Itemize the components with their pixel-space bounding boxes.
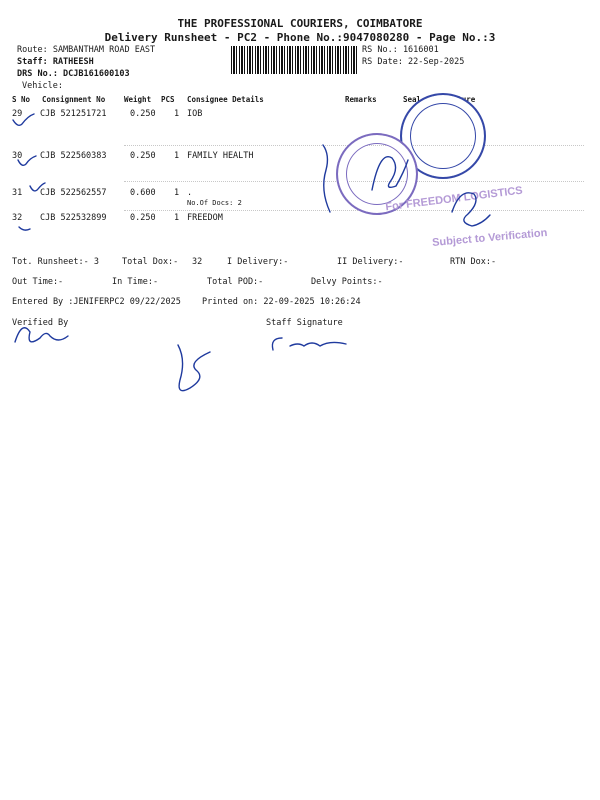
tick-mark	[18, 156, 36, 165]
vehicle-label: Vehicle:	[22, 81, 63, 91]
verified-by-label: Verified By	[12, 318, 69, 328]
i-delivery: I Delivery:-	[227, 257, 289, 267]
out-time: Out Time:-	[12, 277, 64, 287]
tick-mark	[19, 227, 30, 230]
row-consignee: FAMILY HEALTH	[187, 151, 254, 161]
row-pcs: 1	[174, 213, 180, 223]
signature-mark	[452, 193, 490, 226]
col-seal: Seal & Signature	[403, 95, 476, 104]
col-pcs: PCS	[161, 95, 175, 104]
row-sno: 32	[12, 213, 23, 223]
row-weight: 0.250	[130, 109, 156, 119]
col-consignee: Consignee Details	[187, 95, 264, 104]
signature-mark	[372, 157, 408, 190]
tick-mark	[30, 183, 45, 191]
in-time: In Time:-	[112, 277, 159, 287]
total-pod: Total POD:-	[207, 277, 264, 287]
staff-label: Staff: RATHEESH	[17, 57, 94, 67]
row-consignee: .	[187, 188, 193, 198]
row-weight: 0.600	[130, 188, 156, 198]
drs-number: DRS No.: DCJB161600103	[17, 69, 130, 79]
row-consignee: FREEDOM	[187, 213, 223, 223]
row-consignment: CJB 522560383	[40, 151, 107, 161]
tick-mark	[13, 114, 34, 125]
col-weight: Weight	[124, 95, 152, 104]
row-sno: 29	[12, 109, 23, 119]
staff-signature-label: Staff Signature	[266, 318, 343, 328]
route-label: Route: SAMBANTHAM ROAD EAST	[17, 45, 156, 55]
freedom-stamp: For FREEDOM LOGISTICS	[384, 184, 524, 214]
col-remarks: Remarks	[345, 95, 377, 104]
signature-mark	[178, 345, 210, 391]
printed-on: Printed on: 22-09-2025 10:26:24	[202, 297, 361, 307]
signature-mark	[15, 328, 68, 342]
runsheet-title: Delivery Runsheet - PC2 - Phone No.:9047080280 - Page No.:3	[104, 31, 496, 44]
row-sno: 31	[12, 188, 23, 198]
row-pcs: 1	[174, 188, 180, 198]
row-pcs: 1	[174, 109, 180, 119]
col-sno: S No	[12, 95, 31, 104]
row-consignment: CJB 522562557	[40, 188, 107, 198]
row-weight: 0.250	[130, 213, 156, 223]
col-consignment: Consignment No	[42, 95, 106, 104]
rs-date: RS Date: 22-Sep-2025	[362, 57, 465, 67]
row-note: No.Of Docs: 2	[187, 199, 242, 207]
bracket-mark	[323, 145, 330, 212]
company-title: THE PROFESSIONAL COURIERS, COIMBATORE	[177, 17, 423, 30]
row-pcs: 1	[174, 151, 180, 161]
rs-number: RS No.: 1616001	[362, 45, 439, 55]
delvy-points: Delvy Points:-	[311, 277, 383, 287]
signature-mark	[272, 338, 346, 350]
rtn-dox: RTN Dox:-	[450, 257, 497, 267]
row-weight: 0.250	[130, 151, 156, 161]
row-consignment: CJB 521251721	[40, 109, 107, 119]
row-consignment: CJB 522532899	[40, 213, 107, 223]
total-dox-value: 32	[192, 257, 203, 267]
tot-runsheet: Tot. Runsheet:- 3	[12, 257, 99, 267]
row-sno: 30	[12, 151, 23, 161]
verification-stamp: Subject to Verification	[431, 226, 548, 250]
total-dox-label: Total Dox:-	[122, 257, 179, 267]
row-consignee: IOB	[187, 109, 203, 119]
entered-by: Entered By :JENIFERPC2 09/22/2025	[12, 297, 181, 307]
ii-delivery: II Delivery:-	[337, 257, 404, 267]
